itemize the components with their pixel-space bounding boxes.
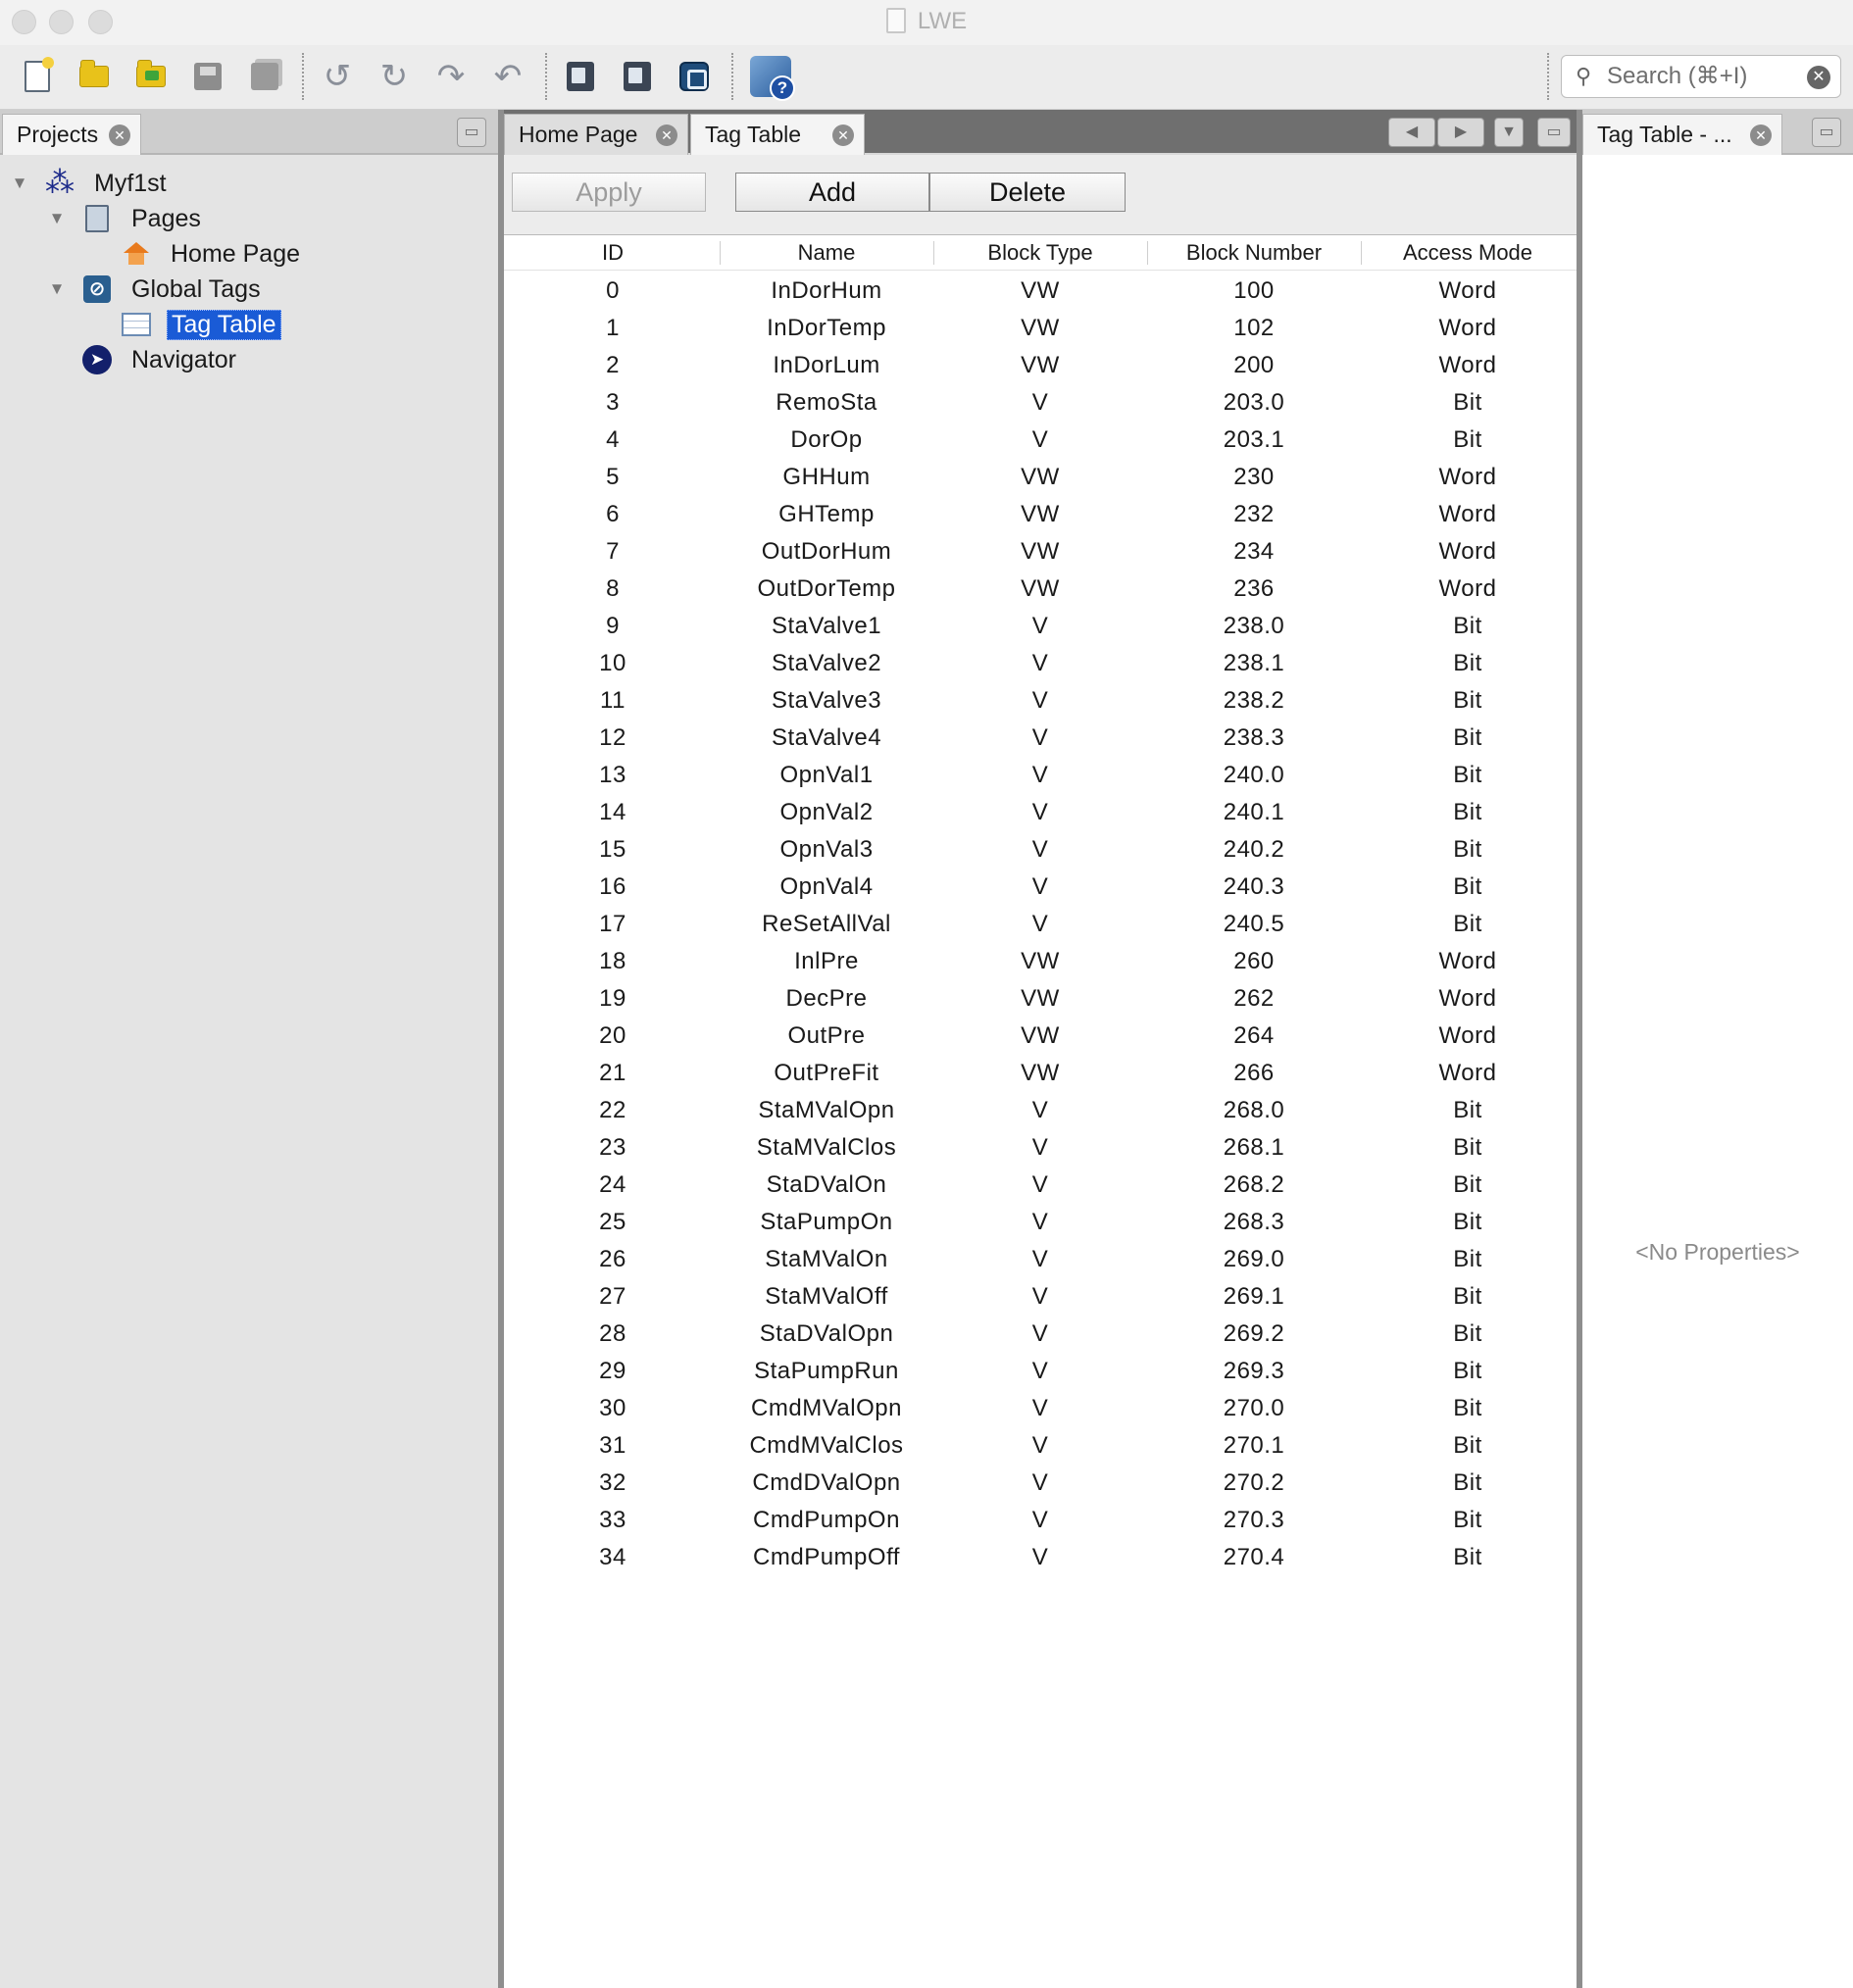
cell-block-number[interactable]: 203.1 xyxy=(1223,426,1285,453)
cell-block-type[interactable]: V xyxy=(1031,1246,1049,1272)
cell-access-mode[interactable]: Bit xyxy=(1453,1209,1482,1235)
editor-tab-bar xyxy=(504,110,1578,155)
open-recent-button[interactable] xyxy=(129,55,173,98)
cell-id[interactable]: 23 xyxy=(599,1134,626,1161)
cell-name[interactable]: CmdDValOpn xyxy=(752,1469,901,1496)
column-header-name[interactable]: Name xyxy=(797,240,856,265)
cell-block-number[interactable]: 266 xyxy=(1233,1060,1275,1086)
table-row[interactable] xyxy=(504,1465,1578,1502)
cell-id[interactable]: 11 xyxy=(600,687,626,714)
table-row[interactable] xyxy=(504,980,1578,1018)
document-icon xyxy=(886,8,906,33)
folder-open-icon xyxy=(136,66,166,87)
cell-id[interactable]: 1 xyxy=(606,315,620,341)
cell-block-number[interactable]: 203.0 xyxy=(1223,389,1285,416)
cell-id[interactable]: 32 xyxy=(599,1469,626,1496)
cell-id[interactable]: 12 xyxy=(599,724,626,751)
tab-tag-table[interactable]: Tag Table ✕ xyxy=(690,114,865,155)
project-icon: ⁂ xyxy=(45,167,75,199)
cell-name[interactable]: StaMValOff xyxy=(765,1283,888,1310)
tags-icon: ⊘ xyxy=(80,273,114,305)
cell-block-number[interactable]: 230 xyxy=(1233,464,1275,490)
compile-button[interactable] xyxy=(559,55,602,98)
cell-access-mode[interactable]: Word xyxy=(1438,464,1497,490)
cell-id[interactable]: 24 xyxy=(599,1171,626,1198)
tab-home-page[interactable]: Home Page ✕ xyxy=(504,114,688,155)
editor-pane xyxy=(504,110,1578,1988)
cell-access-mode[interactable]: Bit xyxy=(1453,762,1482,788)
expand-arrow-icon[interactable]: ▼ xyxy=(48,279,66,298)
table-row[interactable] xyxy=(504,1278,1578,1316)
cell-block-type[interactable]: V xyxy=(1031,799,1049,825)
table-row[interactable] xyxy=(504,1129,1578,1167)
cell-id[interactable]: 9 xyxy=(606,613,620,639)
cell-block-number[interactable]: 238.0 xyxy=(1223,613,1285,639)
scroll-tabs-left-button[interactable]: ◀ xyxy=(1388,118,1435,147)
table-row[interactable] xyxy=(504,384,1578,422)
navigator-icon: ➤ xyxy=(80,344,114,375)
cell-block-type[interactable]: VW xyxy=(1021,501,1060,527)
tree-item-project[interactable]: ▼ ⁂ Myf1st xyxy=(8,167,171,200)
cell-block-number[interactable]: 268.0 xyxy=(1223,1097,1285,1123)
cell-name[interactable]: RemoSta xyxy=(776,389,877,416)
cell-name[interactable]: OpnVal4 xyxy=(779,873,874,900)
cell-block-number[interactable]: 200 xyxy=(1233,352,1275,378)
cell-name[interactable]: GHTemp xyxy=(778,501,875,527)
tab-projects[interactable]: Projects ✕ xyxy=(2,114,141,155)
cell-id[interactable]: 14 xyxy=(599,799,626,825)
table-row[interactable] xyxy=(504,1167,1578,1204)
cell-name[interactable]: StaValve2 xyxy=(771,650,882,676)
cell-block-number[interactable]: 238.1 xyxy=(1223,650,1285,676)
table-actions xyxy=(504,155,1578,235)
cell-block-type[interactable]: V xyxy=(1031,1134,1049,1161)
cell-id[interactable]: 20 xyxy=(599,1022,626,1049)
cell-block-number[interactable]: 240.5 xyxy=(1223,911,1285,937)
cell-block-number[interactable]: 234 xyxy=(1233,538,1275,565)
cell-block-type[interactable]: V xyxy=(1031,426,1049,453)
table-row[interactable] xyxy=(504,869,1578,906)
cell-block-type[interactable]: V xyxy=(1031,1544,1049,1570)
cell-name[interactable]: CmdMValClos xyxy=(749,1432,904,1459)
expand-arrow-icon[interactable]: ▼ xyxy=(48,209,66,227)
title-bar xyxy=(0,0,1853,45)
cell-name[interactable]: OutPre xyxy=(787,1022,866,1049)
download-device-icon xyxy=(624,62,651,91)
cell-id[interactable]: 16 xyxy=(599,873,626,900)
cell-block-number[interactable]: 238.3 xyxy=(1223,724,1285,751)
cell-block-type[interactable]: V xyxy=(1031,1507,1049,1533)
cell-block-number[interactable]: 270.4 xyxy=(1223,1544,1285,1570)
cell-block-number[interactable]: 262 xyxy=(1233,985,1275,1012)
minimize-pane-button[interactable]: ▭ xyxy=(1812,118,1841,147)
cell-block-number[interactable]: 270.3 xyxy=(1223,1507,1285,1533)
toolbar-separator xyxy=(1547,53,1549,100)
cell-access-mode[interactable]: Bit xyxy=(1453,911,1482,937)
search-input[interactable] xyxy=(1607,63,1803,90)
cell-name[interactable]: StaValve4 xyxy=(771,724,882,751)
cell-name[interactable]: InlPre xyxy=(794,948,859,974)
save-button[interactable] xyxy=(186,55,229,98)
cell-access-mode[interactable]: Word xyxy=(1438,501,1497,527)
simulator-icon xyxy=(679,62,709,91)
table-row[interactable] xyxy=(504,906,1578,943)
pages-icon xyxy=(80,203,114,234)
cell-block-type[interactable]: VW xyxy=(1021,575,1060,602)
table-row[interactable] xyxy=(504,645,1578,682)
cell-block-type[interactable]: V xyxy=(1031,687,1049,714)
tree-item-navigator[interactable]: ➤ Navigator xyxy=(80,343,240,376)
table-row[interactable] xyxy=(504,757,1578,794)
cell-access-mode[interactable]: Word xyxy=(1438,575,1497,602)
properties-tab-bar xyxy=(1582,110,1853,155)
cell-id[interactable]: 5 xyxy=(606,464,620,490)
cell-name[interactable]: DorOp xyxy=(790,426,863,453)
cell-id[interactable]: 34 xyxy=(599,1544,626,1570)
cell-id[interactable]: 33 xyxy=(599,1507,626,1533)
cell-block-type[interactable]: V xyxy=(1031,724,1049,751)
cell-id[interactable]: 28 xyxy=(599,1320,626,1347)
cell-name[interactable]: InDorLum xyxy=(773,352,880,378)
cell-block-number[interactable]: 269.3 xyxy=(1223,1358,1285,1384)
scroll-tabs-right-button[interactable]: ▶ xyxy=(1437,118,1484,147)
cell-block-number[interactable]: 232 xyxy=(1233,501,1275,527)
cell-access-mode[interactable]: Bit xyxy=(1453,1507,1482,1533)
cell-block-number[interactable]: 270.0 xyxy=(1223,1395,1285,1421)
redo-button[interactable] xyxy=(373,55,416,98)
save-all-button[interactable] xyxy=(243,55,286,98)
cell-access-mode[interactable]: Bit xyxy=(1453,426,1482,453)
cell-access-mode[interactable]: Bit xyxy=(1453,1469,1482,1496)
tree-item-home-page[interactable]: Home Page xyxy=(120,237,304,271)
search-icon: ⚲ xyxy=(1576,64,1592,88)
table-row[interactable] xyxy=(504,459,1578,496)
tree-item-pages[interactable]: ▼ Pages xyxy=(45,202,205,235)
cell-block-type[interactable]: V xyxy=(1031,650,1049,676)
new-project-button[interactable] xyxy=(16,55,59,98)
cell-access-mode[interactable]: Word xyxy=(1438,315,1497,341)
cell-block-number[interactable]: 269.2 xyxy=(1223,1320,1285,1347)
table-row[interactable] xyxy=(504,273,1578,310)
cell-id[interactable]: 2 xyxy=(606,352,620,378)
cell-block-type[interactable]: V xyxy=(1031,1171,1049,1198)
toolbar-separator xyxy=(545,53,547,100)
cell-access-mode[interactable]: Bit xyxy=(1453,613,1482,639)
cell-block-type[interactable]: VW xyxy=(1021,985,1060,1012)
redo-arrow-icon: ↷ xyxy=(436,58,466,95)
cell-block-number[interactable]: 260 xyxy=(1233,948,1275,974)
cell-access-mode[interactable]: Bit xyxy=(1453,1171,1482,1198)
cell-access-mode[interactable]: Word xyxy=(1438,985,1497,1012)
cell-access-mode[interactable]: Bit xyxy=(1453,687,1482,714)
cell-access-mode[interactable]: Bit xyxy=(1453,1432,1482,1459)
cell-id[interactable]: 4 xyxy=(606,426,620,453)
table-row[interactable] xyxy=(504,1427,1578,1465)
undo-arrow-icon: ↶ xyxy=(493,58,523,95)
toolbar xyxy=(0,45,1853,110)
cell-access-mode[interactable]: Bit xyxy=(1453,1320,1482,1347)
help-cube-icon xyxy=(750,56,791,97)
undo-step-button[interactable] xyxy=(486,55,529,98)
cell-block-number[interactable]: 270.1 xyxy=(1223,1432,1285,1459)
cell-block-number[interactable]: 240.0 xyxy=(1223,762,1285,788)
cell-name[interactable]: CmdMValOpn xyxy=(751,1395,902,1421)
cell-block-number[interactable]: 100 xyxy=(1233,277,1275,304)
cell-access-mode[interactable]: Bit xyxy=(1453,1358,1482,1384)
cell-id[interactable]: 27 xyxy=(599,1283,626,1310)
cell-name[interactable]: OpnVal3 xyxy=(779,836,874,863)
cell-access-mode[interactable]: Bit xyxy=(1453,799,1482,825)
table-header xyxy=(504,235,1578,271)
new-document-icon xyxy=(25,61,50,92)
cell-block-number[interactable]: 102 xyxy=(1233,315,1275,341)
cell-access-mode[interactable]: Bit xyxy=(1453,650,1482,676)
table-row[interactable] xyxy=(504,347,1578,384)
delete-button[interactable]: Delete xyxy=(929,173,1126,212)
cell-access-mode[interactable]: Bit xyxy=(1453,389,1482,416)
cell-block-number[interactable]: 238.2 xyxy=(1223,687,1285,714)
cell-name[interactable]: CmdPumpOn xyxy=(753,1507,900,1533)
cell-block-number[interactable]: 240.1 xyxy=(1223,799,1285,825)
cell-block-type[interactable]: VW xyxy=(1021,948,1060,974)
close-tab-icon[interactable]: ✕ xyxy=(109,124,130,146)
close-tab-icon[interactable]: ✕ xyxy=(656,124,677,146)
cell-id[interactable]: 17 xyxy=(599,911,626,937)
folder-icon xyxy=(79,66,109,87)
column-header-access-mode[interactable]: Access Mode xyxy=(1402,240,1533,265)
table-row[interactable] xyxy=(504,1018,1578,1055)
expand-arrow-icon[interactable]: ▼ xyxy=(11,174,28,192)
cell-name[interactable]: StaMValOn xyxy=(765,1246,888,1272)
cell-access-mode[interactable]: Bit xyxy=(1453,1283,1482,1310)
cell-block-type[interactable]: VW xyxy=(1021,538,1060,565)
cell-id[interactable]: 8 xyxy=(606,575,620,602)
cell-id[interactable]: 29 xyxy=(599,1358,626,1384)
cell-block-number[interactable]: 268.3 xyxy=(1223,1209,1285,1235)
cell-id[interactable]: 7 xyxy=(606,538,620,565)
cell-id[interactable]: 30 xyxy=(599,1395,626,1421)
cell-name[interactable]: OpnVal2 xyxy=(779,799,874,825)
cell-id[interactable]: 21 xyxy=(599,1060,626,1086)
table-row[interactable] xyxy=(504,1316,1578,1353)
undo-icon: ↺ xyxy=(323,58,352,95)
cell-id[interactable]: 22 xyxy=(599,1097,626,1123)
cell-id[interactable]: 15 xyxy=(599,836,626,863)
cell-access-mode[interactable]: Bit xyxy=(1453,724,1482,751)
cell-block-type[interactable]: VW xyxy=(1021,352,1060,378)
cell-name[interactable]: StaMValOpn xyxy=(758,1097,895,1123)
cell-name[interactable]: InDorTemp xyxy=(767,315,886,341)
cell-name[interactable]: ReSetAllVal xyxy=(762,911,891,937)
cell-name[interactable]: GHHum xyxy=(782,464,871,490)
cell-name[interactable]: StaValve1 xyxy=(771,613,882,639)
open-project-button[interactable] xyxy=(73,55,116,98)
cell-name[interactable]: StaPumpOn xyxy=(760,1209,893,1235)
cell-access-mode[interactable]: Bit xyxy=(1453,873,1482,900)
table-row[interactable] xyxy=(504,1353,1578,1390)
cell-id[interactable]: 25 xyxy=(599,1209,626,1235)
cell-block-number[interactable]: 240.2 xyxy=(1223,836,1285,863)
save-icon xyxy=(194,63,222,90)
cell-id[interactable]: 13 xyxy=(599,762,626,788)
cell-block-number[interactable]: 236 xyxy=(1233,575,1275,602)
cell-block-number[interactable]: 269.0 xyxy=(1223,1246,1285,1272)
cell-name[interactable]: StaMValClos xyxy=(756,1134,897,1161)
cell-block-type[interactable]: VW xyxy=(1021,1022,1060,1049)
window-title: LWE xyxy=(0,8,1853,35)
cell-block-type[interactable]: V xyxy=(1031,1097,1049,1123)
table-row[interactable] xyxy=(504,608,1578,645)
cell-name[interactable]: StaDValOn xyxy=(766,1171,887,1198)
clear-search-icon[interactable]: ✕ xyxy=(1807,66,1830,89)
cell-block-type[interactable]: V xyxy=(1031,1469,1049,1496)
cell-block-number[interactable]: 268.2 xyxy=(1223,1171,1285,1198)
column-header-block-type[interactable]: Block Type xyxy=(987,240,1093,265)
table-row[interactable] xyxy=(504,1539,1578,1576)
cell-block-type[interactable]: V xyxy=(1031,1395,1049,1421)
cell-name[interactable]: OutPreFit xyxy=(774,1060,879,1086)
cell-block-type[interactable]: V xyxy=(1031,613,1049,639)
column-header-block-number[interactable]: Block Number xyxy=(1185,240,1323,265)
cell-block-type[interactable]: V xyxy=(1031,1283,1049,1310)
cell-block-type[interactable]: VW xyxy=(1021,1060,1060,1086)
table-row[interactable] xyxy=(504,1390,1578,1427)
cell-name[interactable]: StaDValOpn xyxy=(759,1320,894,1347)
table-row[interactable] xyxy=(504,1092,1578,1129)
cell-block-number[interactable]: 264 xyxy=(1233,1022,1275,1049)
column-header-id[interactable]: ID xyxy=(602,240,624,265)
table-icon xyxy=(120,309,153,340)
cell-block-type[interactable]: VW xyxy=(1021,277,1060,304)
cell-block-type[interactable]: VW xyxy=(1021,315,1060,341)
properties-pane xyxy=(1582,110,1853,1988)
table-row[interactable] xyxy=(504,571,1578,608)
maximize-editor-button[interactable]: ▭ xyxy=(1537,118,1571,147)
search-box[interactable] xyxy=(1561,55,1841,98)
simulate-button[interactable] xyxy=(673,55,716,98)
cell-id[interactable]: 18 xyxy=(599,948,626,974)
table-row[interactable] xyxy=(504,1204,1578,1241)
cell-block-type[interactable]: V xyxy=(1031,389,1049,416)
cell-id[interactable]: 26 xyxy=(599,1246,626,1272)
cell-block-type[interactable]: V xyxy=(1031,1320,1049,1347)
cell-access-mode[interactable]: Word xyxy=(1438,538,1497,565)
cell-block-type[interactable]: V xyxy=(1031,911,1049,937)
cell-access-mode[interactable]: Bit xyxy=(1453,836,1482,863)
no-properties-label: <No Properties> xyxy=(1635,1239,1800,1265)
add-button[interactable]: Add xyxy=(735,173,929,212)
cell-access-mode[interactable]: Word xyxy=(1438,352,1497,378)
cell-access-mode[interactable]: Bit xyxy=(1453,1246,1482,1272)
table-row[interactable] xyxy=(504,831,1578,869)
cell-block-number[interactable]: 268.1 xyxy=(1223,1134,1285,1161)
table-row[interactable] xyxy=(504,682,1578,720)
help-button[interactable] xyxy=(749,55,792,98)
cell-name[interactable]: CmdPumpOff xyxy=(753,1544,900,1570)
table-row[interactable] xyxy=(504,1241,1578,1278)
cell-name[interactable]: StaValve3 xyxy=(771,687,882,714)
cell-id[interactable]: 31 xyxy=(599,1432,626,1459)
cell-access-mode[interactable]: Word xyxy=(1438,1060,1497,1086)
minimize-pane-button[interactable]: ▭ xyxy=(457,118,486,147)
projects-pane xyxy=(0,110,500,1988)
tab-list-dropdown[interactable]: ▼ xyxy=(1494,118,1524,147)
save-all-icon xyxy=(251,63,278,90)
cell-id[interactable]: 3 xyxy=(606,389,620,416)
projects-tab-bar xyxy=(0,110,499,155)
table-row[interactable] xyxy=(504,496,1578,533)
cell-block-number[interactable]: 270.2 xyxy=(1223,1469,1285,1496)
table-row[interactable] xyxy=(504,422,1578,459)
close-tab-icon[interactable]: ✕ xyxy=(832,124,854,146)
cell-access-mode[interactable]: Bit xyxy=(1453,1395,1482,1421)
cell-access-mode[interactable]: Word xyxy=(1438,1022,1497,1049)
cell-id[interactable]: 19 xyxy=(599,985,626,1012)
redo-icon: ↻ xyxy=(379,58,409,95)
cell-id[interactable]: 0 xyxy=(606,277,620,304)
cell-block-type[interactable]: V xyxy=(1031,1209,1049,1235)
cell-access-mode[interactable]: Word xyxy=(1438,277,1497,304)
cell-access-mode[interactable]: Bit xyxy=(1453,1097,1482,1123)
undo-button[interactable] xyxy=(316,55,359,98)
cell-id[interactable]: 6 xyxy=(606,501,620,527)
device-icon xyxy=(567,62,594,91)
cell-name[interactable]: InDorHum xyxy=(771,277,882,304)
table-row[interactable] xyxy=(504,533,1578,571)
cell-name[interactable]: OutDorHum xyxy=(761,538,892,565)
cell-block-type[interactable]: V xyxy=(1031,836,1049,863)
cell-access-mode[interactable]: Bit xyxy=(1453,1544,1482,1570)
toolbar-separator xyxy=(731,53,733,100)
home-icon xyxy=(120,238,153,270)
cell-name[interactable]: DecPre xyxy=(785,985,868,1012)
cell-name[interactable]: StaPumpRun xyxy=(754,1358,899,1384)
tree-item-global-tags[interactable]: ▼ ⊘ Global Tags xyxy=(45,273,265,306)
close-tab-icon[interactable]: ✕ xyxy=(1750,124,1772,146)
table-row[interactable] xyxy=(504,794,1578,831)
toolbar-separator xyxy=(302,53,304,100)
table-row[interactable] xyxy=(504,310,1578,347)
cell-block-type[interactable]: VW xyxy=(1021,464,1060,490)
cell-name[interactable]: OpnVal1 xyxy=(779,762,874,788)
table-row[interactable] xyxy=(504,720,1578,757)
cell-block-number[interactable]: 240.3 xyxy=(1223,873,1285,900)
download-button[interactable] xyxy=(616,55,659,98)
table-row[interactable] xyxy=(504,1502,1578,1539)
tree-item-tag-table[interactable]: Tag Table xyxy=(120,308,281,341)
tab-properties[interactable]: Tag Table - ... ✕ xyxy=(1582,114,1782,155)
cell-access-mode[interactable]: Bit xyxy=(1453,1134,1482,1161)
cell-access-mode[interactable]: Word xyxy=(1438,948,1497,974)
cell-block-type[interactable]: V xyxy=(1031,1432,1049,1459)
cell-block-type[interactable]: V xyxy=(1031,873,1049,900)
apply-button[interactable]: Apply xyxy=(512,173,706,212)
cell-block-type[interactable]: V xyxy=(1031,1358,1049,1384)
cell-block-number[interactable]: 269.1 xyxy=(1223,1283,1285,1310)
table-row[interactable] xyxy=(504,1055,1578,1092)
table-row[interactable] xyxy=(504,943,1578,980)
cell-id[interactable]: 10 xyxy=(599,650,626,676)
cell-name[interactable]: OutDorTemp xyxy=(757,575,896,602)
cell-block-type[interactable]: V xyxy=(1031,762,1049,788)
redo-step-button[interactable] xyxy=(429,55,473,98)
